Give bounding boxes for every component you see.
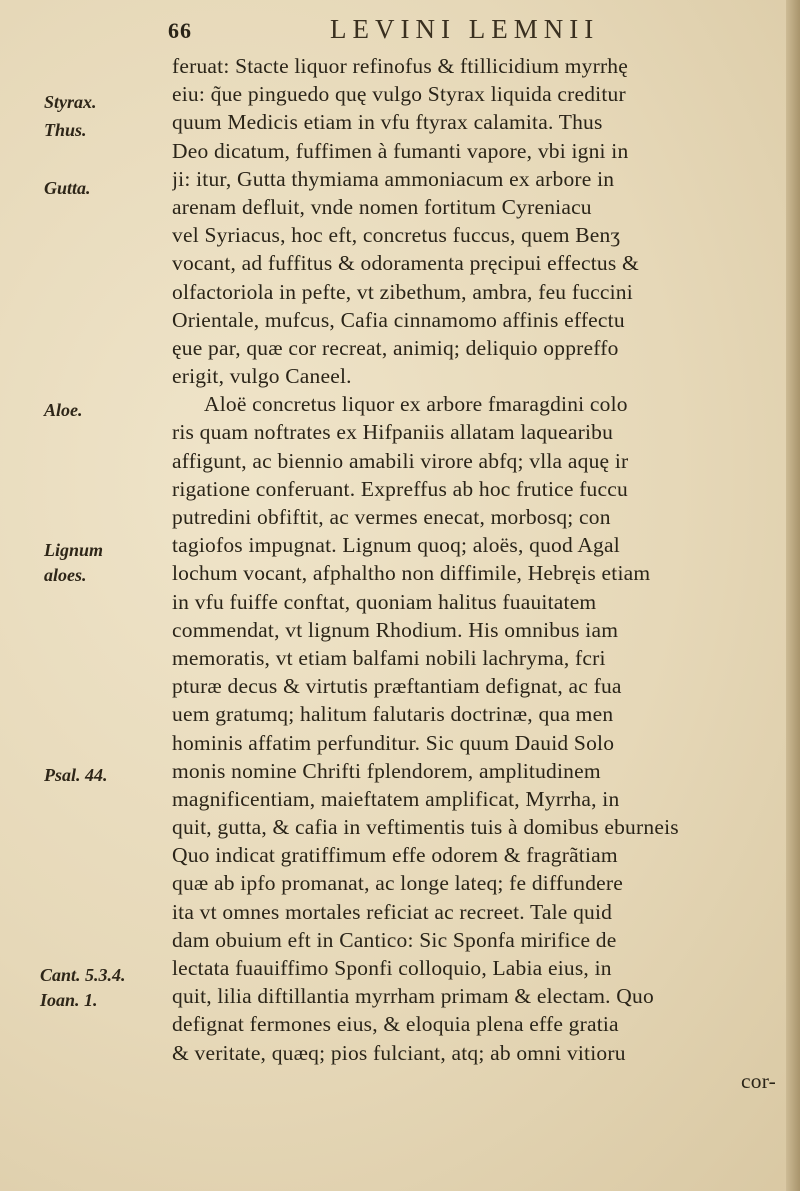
text-line: vel Syriacus, hoc eft, concretus fuccus, quem Benʒ xyxy=(172,223,621,248)
margin-note-aloes: aloes. xyxy=(44,565,87,585)
text-line: arenam defluit, vnde nomen fortitum Cyreniacu xyxy=(172,194,592,219)
text-line: quit, gutta, & cafia in veftimentis tuis à domibus eburneis xyxy=(172,815,679,840)
margin-note-gutta: Gutta. xyxy=(44,178,91,198)
margin-note-aloe: Aloe. xyxy=(44,400,83,420)
text-line: defignat fermones eius, & eloquia plena effe gratia xyxy=(172,1012,619,1037)
text-line: memoratis, vt etiam balfami nobili lachryma, fcri xyxy=(172,645,606,670)
text-line: Quo indicat gratiffimum effe odorem & fragrãtiam xyxy=(172,843,618,868)
text-line: monis nomine Chrifti fplendorem, amplitudinem xyxy=(172,758,601,783)
body-text xyxy=(172,52,784,1095)
text-line: ęue par, quæ cor recreat, animiq; deliquio oppreffo xyxy=(172,335,619,360)
text-line: tagiofos impugnat. Lignum quoq; aloës, quod Agal xyxy=(172,533,620,558)
catchword: cor- xyxy=(741,1068,776,1093)
text-line: magnificentiam, maieftatem amplificat, Myrrha, in xyxy=(172,786,620,811)
text-line: erigit, vulgo Caneel. xyxy=(172,364,352,389)
text-line: commendat, vt lignum Rhodium. His omnibus iam xyxy=(172,617,619,642)
margin-note-canticle: Cant. 5.3.4. xyxy=(40,965,126,985)
text-line: ji: itur, Gutta thymiama ammoniacum ex arbore in xyxy=(172,166,615,191)
margin-note-ioan: Ioan. 1. xyxy=(40,990,98,1010)
text-line: quum Medicis etiam in vfu ftyrax calamita. Thus xyxy=(172,110,603,135)
text-line: Deo dicatum, fuffimen à fumanti vapore, vbi igni in xyxy=(172,138,629,163)
running-head: LEVINI LEMNII xyxy=(330,14,600,44)
text-line: dam obuium eft in Cantico: Sic Sponfa mirifice de xyxy=(172,927,617,952)
page-number: 66 xyxy=(168,18,192,43)
text-line: ita vt omnes mortales reficiat ac recreet. Tale quid xyxy=(172,899,613,924)
text-line: lochum vocant, afphaltho non diffimile, Hebręis etiam xyxy=(172,561,651,586)
margin-note-psalm: Psal. 44. xyxy=(44,765,108,785)
text-line: eiu: q̃ue pinguedo quę vulgo Styrax liquida creditur xyxy=(172,82,626,107)
text-line: Aloë concretus liquor ex arbore fmaragdini colo xyxy=(204,392,628,417)
text-line: uem gratumq; halitum falutaris doctrinæ, qua men xyxy=(172,702,614,727)
text-line: vocant, ad fuffitus & odoramenta pręcipui effectus & xyxy=(172,251,639,276)
text-line: lectata fuauiffimo Sponfi colloquio, Labia eius, in xyxy=(172,956,612,980)
text-line: hominis affatim perfunditur. Sic quum Dauid Solo xyxy=(172,730,615,755)
text-line: affigunt, ac biennio amabili virore abfq; vlla aquę ir xyxy=(172,448,629,473)
text-line: olfactoriola in pefte, vt zibethum, ambra, feu fuccini xyxy=(172,279,633,304)
text-line: Orientale, mufcus, Cafia cinnamomo affinis effectu xyxy=(172,307,625,332)
text-line: feruat: Stacte liquor refinofus & ftillicidium myrrhę xyxy=(172,54,629,78)
text-line: in vfu fuiffe conftat, quoniam halitus fuauitatem xyxy=(172,589,597,614)
margin-note-lignum: Lignum xyxy=(44,540,104,560)
text-line: & veritate, quæq; pios fulciant, atq; ab omni vitioru xyxy=(172,1040,626,1065)
margin-note-thus: Thus. xyxy=(44,120,87,140)
text-line: quit, lilia diftillantia myrrham primam & electam. Quo xyxy=(172,984,654,1009)
text-line: putredini obfiftit, ac vermes enecat, morbosq; con xyxy=(172,505,611,529)
text-line: quæ ab ipfo promanat, ac longe lateq; fe diffundere xyxy=(172,871,623,896)
text-line: ris quam noftrates ex Hifpaniis allatam laquearibu xyxy=(172,420,614,445)
text-line: rigatione conferuant. Expreffus ab hoc frutice fuccu xyxy=(172,476,628,501)
text-line: pturæ decus & virtutis præftantiam defignat, ac fua xyxy=(172,674,622,699)
margin-note-styrax: Styrax. xyxy=(44,92,97,112)
page-edge-shadow xyxy=(786,0,800,1191)
